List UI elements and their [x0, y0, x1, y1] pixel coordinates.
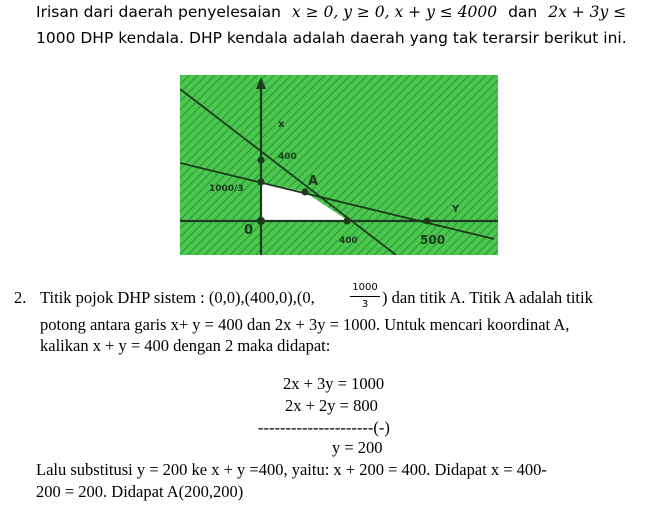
- point-400-vert: [258, 157, 265, 164]
- conclusion-line1: Lalu substitusi y = 200 ke x + y =400, yaitu: x + 200 = 400. Didapat x = 400-: [36, 460, 547, 479]
- point-1000-3: [258, 179, 265, 186]
- label-x-axis: x: [278, 119, 285, 130]
- item2-line3: kalikan x + y = 400 dengan 2 maka didapat:: [40, 336, 331, 355]
- item2-line2: potong antara garis x+ y = 400 dan 2x + 3y = 1000. Untuk mencari koordinat A,: [40, 315, 570, 334]
- equation-result: y = 200: [332, 438, 383, 457]
- item2-number: 2.: [14, 288, 27, 307]
- item2-line1-b: ) dan titik A. Titik A adalah titik: [382, 288, 593, 307]
- item2-line1-a: Titik pojok DHP sistem : (0,0),(400,0),(0,: [40, 288, 315, 307]
- subtraction-line: ---------------------(-): [258, 418, 390, 437]
- intro-math-constraints: x ≥ 0, y ≥ 0, x + y ≤ 4000: [291, 3, 498, 21]
- intro-text: Irisan dari daerah penyelesaian: [36, 3, 281, 21]
- fraction-denominator: 3: [361, 299, 369, 310]
- dhp-graph: [180, 75, 498, 255]
- label-1000-3: 1000/3: [209, 184, 244, 194]
- label-400-vert: 400: [278, 152, 297, 162]
- fraction-numerator: 1000: [352, 282, 378, 293]
- point-a: [302, 189, 309, 196]
- intro-dan: dan: [508, 3, 538, 21]
- label-y-axis: Y: [452, 204, 460, 215]
- fraction-1000-3: [349, 282, 381, 314]
- label-400-horiz: 400: [339, 236, 358, 246]
- point-400-horiz: [344, 218, 351, 225]
- point-origin: [257, 217, 265, 225]
- intro-math-constraint2: 2x + 3y ≤: [548, 3, 627, 21]
- equation-2: 2x + 2y = 800: [285, 396, 378, 415]
- equation-1: 2x + 3y = 1000: [283, 374, 385, 393]
- label-500: 500: [420, 233, 446, 247]
- label-point-a: A: [308, 174, 319, 189]
- fraction-bar: [350, 296, 380, 297]
- intro-line-1: [36, 3, 626, 21]
- label-origin: 0: [244, 223, 254, 238]
- intro-line-2: 1000 DHP kendala. DHP kendala adalah daerah yang tak terarsir berikut ini.: [36, 29, 627, 47]
- point-500: [424, 218, 431, 225]
- conclusion-line2: 200 = 200. Didapat A(200,200): [36, 482, 244, 501]
